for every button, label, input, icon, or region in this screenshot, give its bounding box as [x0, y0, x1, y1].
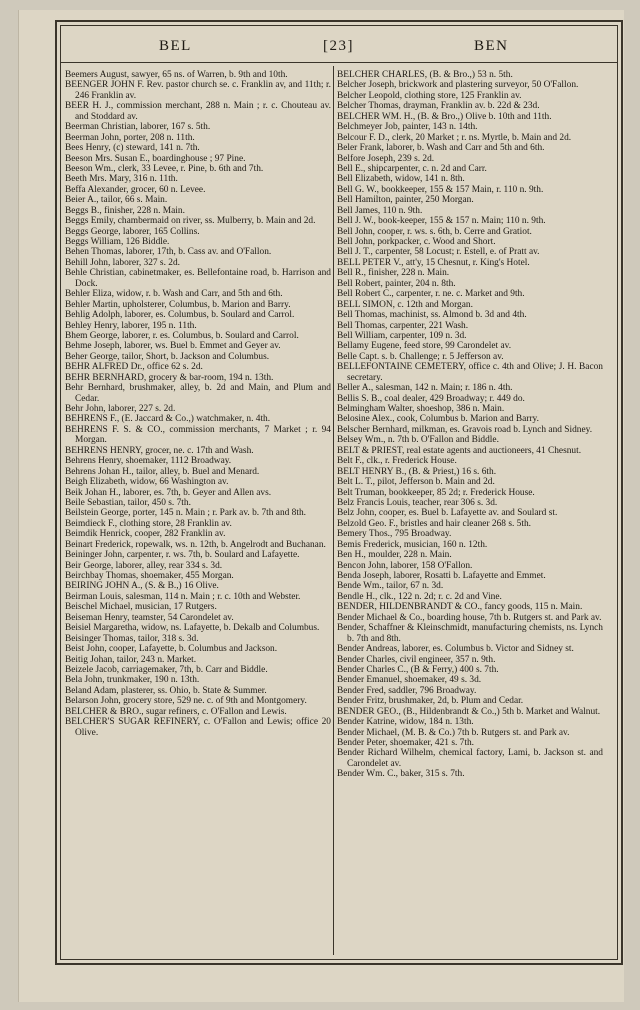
directory-entry: Beimdieck F., clothing store, 28 Franklin av. [65, 518, 232, 529]
directory-entry: Bendle H., clk., 122 n. 2d; r. c. 2d and Vine. [337, 591, 502, 602]
directory-entry: Bell James, 110 n. 9th. [337, 205, 423, 216]
directory-entry: Bell J. W., book-keeper, 155 & 157 n. Main; 110 n. 9th. [337, 216, 546, 227]
directory-entry: Beik Johan H., laborer, es. 7th, b. Geyer and Allen avs. [65, 487, 272, 498]
directory-entry: Beland Adam, plasterer, ss. Ohio, b. State & Summer. [65, 685, 267, 696]
directory-entry: BEIRING JOHN A., (S. & B.,) 16 Olive. [65, 581, 219, 592]
directory-entry: Behrens Johan H., tailor, alley, b. Buel and Menard. [65, 466, 260, 477]
directory-entry: Beimdik Henrick, cooper, 282 Franklin av. [65, 529, 226, 540]
directory-entry: Bellis S. B., coal dealer, 429 Broadway; r. 449 do. [337, 393, 525, 404]
directory-entry: BEENGER JOHN F. Rev. pastor church se. c. Franklin av, and 11th; r. 246 Franklin av. [65, 80, 331, 101]
directory-entry: Bemery Thos., 795 Broadway. [337, 529, 452, 540]
directory-entry: BEHR ALFRED Dr., office 62 s. 2d. [65, 362, 203, 373]
directory-entry: Bell R., finisher, 228 n. Main. [337, 268, 450, 279]
directory-entry: BEER H. J., commission merchant, 288 n. Main ; r. c. Chouteau av. and Stoddard av. [65, 101, 331, 122]
directory-entry: Belosine Alex., cook, Columbus b. Marion and Barry. [337, 414, 539, 425]
directory-entry: Beisinger Thomas, tailor, 318 s. 3d. [65, 633, 199, 644]
directory-entry: BEHRENS HENRY, grocer, ne. c. 17th and Wash. [65, 445, 254, 456]
directory-entry: Belt Truman, bookkeeper, 85 2d; r. Frederick House. [337, 487, 535, 498]
directory-entry: Behen Thomas, laborer, 17th, b. Cass av. and O'Fallon. [65, 247, 272, 258]
directory-entry: Bell Thomas, carpenter, 221 Wash. [337, 320, 469, 331]
directory-entry: BELLEFONTAINE CEMETERY, office c. 4th and Olive; J. H. Bacon secretary. [337, 362, 603, 383]
directory-entry: Beist John, cooper, Lafayette, b. Columbus and Jackson. [65, 644, 278, 655]
right-column [337, 70, 603, 780]
directory-entry: Bell J. T., carpenter, 58 Locust; r. Estell, e. of Pratt av. [337, 247, 540, 258]
directory-entry: Bender Katrine, widow, 184 n. 13th. [337, 717, 474, 728]
page-frame-inner [60, 25, 618, 960]
directory-entry: Bell Robert, painter, 204 n. 8th. [337, 278, 456, 289]
left-column [65, 70, 331, 738]
directory-entry: Belchmeyer Job, painter, 143 n. 14th. [337, 122, 478, 133]
directory-entry: Beiseman Henry, teamster, 54 Carondelet av. [65, 612, 234, 623]
directory-entry: BENDER GEO., (B., Hildenbrandt & Co.,) 5th b. Market and Walnut. [337, 706, 601, 717]
directory-entry: Beller A., salesman, 142 n. Main; r. 186 n. 4th. [337, 383, 513, 394]
directory-entry: Belcher Thomas, drayman, Franklin av. b. 22d & 23d. [337, 101, 540, 112]
directory-entry: Bell John, cooper, r. ws. s. 6th, b. Cerre and Gratiot. [337, 226, 532, 237]
header-right-guide-word: BEN [474, 38, 509, 54]
directory-entry: Beirman Louis, salesman, 114 n. Main ; r. c. 10th and Webster. [65, 591, 301, 602]
directory-entry: BELT HENRY B., (B. & Priest,) 16 s. 6th. [337, 466, 497, 477]
column-divider [333, 66, 334, 955]
directory-entry: Beerman Christian, laborer, 167 s. 5th. [65, 122, 211, 133]
directory-entry: Behle Christian, cabinetmaker, es. Bellefontaine road, b. Harrison and Dock. [65, 268, 331, 289]
directory-entry: Belzold Geo. F., bristles and hair cleaner 268 s. 5th. [337, 518, 531, 529]
directory-entry: Bell William, carpenter, 109 n. 3d. [337, 330, 467, 341]
directory-entry: Bell Thomas, machinist, ss. Almond b. 3d and 4th. [337, 310, 527, 321]
directory-entry: Bender Fred, saddler, 796 Broadway. [337, 685, 477, 696]
directory-entry: Beisiel Margaretha, widow, ns. Lafayette, b. Dekalb and Columbus. [65, 623, 320, 634]
directory-entry: BELL SIMON, c. 12th and Morgan. [337, 299, 473, 310]
directory-entry: BELCHER WM. H., (B. & Bro.,) Olive b. 10th and 11th. [337, 111, 552, 122]
page-number: [23] [323, 38, 354, 54]
directory-entry: Beir George, laborer, alley, rear 334 s. 3d. [65, 560, 223, 571]
directory-entry: BELT & PRIEST, real estate agents and auctioneers, 41 Chesnut. [337, 445, 582, 456]
directory-entry: Belfore Joseph, 239 s. 2d. [337, 153, 435, 164]
page-header [61, 26, 617, 63]
directory-entry: BELL PETER V., att'y, 15 Chesnut, r. King's Hotel. [337, 257, 530, 268]
directory-entry: Beier A., tailor, 66 s. Main. [65, 195, 168, 206]
directory-entry: Beerman John, porter, 208 n. 11th. [65, 132, 195, 143]
directory-entry: Behme Joseph, laborer, ws. Buel b. Emmet and Geyer av. [65, 341, 281, 352]
directory-entry: Ben H., moulder, 228 n. Main. [337, 550, 452, 561]
directory-entry: Bender Emanuel, shoemaker, 49 s. 3d. [337, 675, 482, 686]
directory-entry: Bell Elizabeth, widow, 141 n. 8th. [337, 174, 465, 185]
directory-entry: Bell G. W., bookkeeper, 155 & 157 Main, r. 110 n. 9th. [337, 184, 544, 195]
directory-entry: Beler Frank, laborer, b. Wash and Carr and 5th and 6th. [337, 143, 545, 154]
directory-entry: Bellamy Eugene, feed store, 99 Carondelet av. [337, 341, 512, 352]
directory-entry: BEHR BERNHARD, grocery & bar-room, 194 n. 13th. [65, 372, 274, 383]
directory-entry: Bender Fritz, brushmaker, 2d, b. Plum and Cedar. [337, 696, 524, 707]
header-left-guide-word: BEL [159, 38, 192, 54]
directory-entry: Bell E., shipcarpenter, c. n. 2d and Carr. [337, 163, 487, 174]
directory-entry: Belcher Joseph, brickwork and plastering surveyor, 50 O'Fallon. [337, 80, 579, 91]
directory-entry: BENDER, HILDENBRANDT & CO., fancy goods, 115 n. Main. [337, 602, 583, 613]
directory-entry: Bemis Frederick, musician, 160 n. 12th. [337, 539, 488, 550]
directory-entry: BELCHER & BRO., sugar refiners, c. O'Fallon and Lewis. [65, 706, 287, 717]
directory-entry: Bende Wm., tailor, 67 n. 3d. [337, 581, 444, 592]
directory-entry: Bell John, porkpacker, c. Wood and Short. [337, 237, 496, 247]
directory-entry: Bhem George, laborer, r. es. Columbus, b. Soulard and Carrol. [65, 330, 299, 341]
directory-entry: Beher George, tailor, Short, b. Jackson and Columbus. [65, 351, 270, 362]
directory-entry: Behler Martin, upholsterer, Columbus, b. Marion and Barry. [65, 299, 291, 310]
directory-entry: Bender Peter, shoemaker, 421 s. 7th. [337, 738, 474, 748]
directory-entry: Beilstein George, porter, 145 n. Main ; r. Park av. b. 7th and 8th. [65, 508, 306, 519]
directory-entry: Bender Wm. C., baker, 315 s. 7th. [337, 769, 465, 780]
directory-entry: Bell Hamilton, painter, 250 Morgan. [337, 195, 474, 206]
directory-entry: Beeson Wm., clerk, 33 Levee, r. Pine, b. 6th and 7th. [65, 163, 264, 174]
directory-entry: Belt L. T., pilot, Jefferson b. Main and 2d. [337, 477, 495, 488]
page [18, 10, 624, 1002]
directory-entry: Beffa Alexander, grocer, 60 n. Levee. [65, 184, 206, 195]
directory-entry: Behill John, laborer, 327 s. 2d. [65, 257, 180, 268]
directory-entry: Beile Sebastian, tailor, 450 s. 7th. [65, 497, 191, 508]
directory-entry: Bender Andreas, laborer, es. Columbus b. Victor and Sidney st. [337, 644, 574, 655]
directory-entry: Belz Francis Louis, teacher, rear 306 s. 3d. [337, 497, 498, 508]
directory-entry: Beinart Frederick, ropewalk, ws. n. 12th, b. Angelrodt and Buchanan. [65, 539, 326, 550]
directory-entry: BEHRENS F. S. & CO., commission merchants, 7 Market ; r. 94 Morgan. [65, 424, 331, 446]
directory-entry: Beemers August, sawyer, 65 ns. of Warren, b. 9th and 10th. [65, 70, 288, 80]
directory-entry: Behr John, laborer, 227 s. 2d. [65, 404, 176, 414]
directory-entry: Bender, Schaffner & Kleinschmidt, manufacturing chemists, ns. Lynch b. 7th and 8th. [337, 623, 603, 644]
directory-entry: Belarson John, grocery store, 529 ne. c. of 9th and Montgomery. [65, 696, 307, 707]
directory-entry: Bender Richard Wilhelm, chemical factory, Lami, b. Jackson st. and Carondelet av. [337, 748, 603, 769]
directory-entry: Bencon John, laborer, 158 O'Fallon. [337, 560, 473, 571]
directory-entry: Bender Charles, civil engineer, 357 n. 9th. [337, 654, 496, 665]
directory-entry: Belmingham Walter, shoeshop, 386 n. Main. [337, 404, 505, 414]
directory-entry: Beirchbay Thomas, shoemaker, 455 Morgan. [65, 571, 234, 581]
directory-entry: Beeson Mrs. Susan E., boardinghouse ; 97 Pine. [65, 153, 246, 164]
directory-entry: Beeth Mrs. Mary, 316 n. 11th. [65, 174, 178, 185]
directory-entry: BEHRENS F., (E. Jaccard & Co.,) watchmaker, n. 4th. [65, 414, 271, 425]
directory-entry: BELCHER'S SUGAR REFINERY, c. O'Fallon and Lewis; office 20 Olive. [65, 717, 331, 738]
directory-entry: Beggs B., finisher, 228 n. Main. [65, 205, 185, 216]
directory-entry: Belscher Bernhard, milkman, es. Gravois road b. Lynch and Sidney. [337, 424, 593, 435]
directory-entry: Belcour F. D., clerk, 20 Market ; r. ns. Myrtle, b. Main and 2d. [337, 132, 572, 143]
directory-entry: Bell Robert C., carpenter, r. ne. c. Market and 9th. [337, 289, 525, 300]
directory-entry: Beggs William, 126 Biddle. [65, 237, 170, 247]
directory-entry: Behr Bernhard, brushmaker, alley, b. 2d and Main, and Plum and Cedar. [65, 383, 331, 404]
directory-entry: Beitig Johan, tailor, 243 n. Market. [65, 654, 197, 665]
directory-entry: Bender Michael, (M. B. & Co.) 7th b. Rutgers st. and Park av. [337, 727, 570, 738]
directory-entry: Beininger John, carpenter, r. ws. 7th, b. Soulard and Lafayette. [65, 550, 300, 561]
directory-entry: BELCHER CHARLES, (B. & Bro.,) 53 n. 5th. [337, 70, 513, 80]
directory-entry: Belt F., clk., r. Frederick House. [337, 456, 457, 467]
directory-entry: Bela John, trunkmaker, 190 n. 13th. [65, 675, 200, 686]
directory-entry: Bender Michael & Co., boarding house, 7th b. Rutgers st. and Park av. [337, 612, 602, 623]
directory-entry: Behlig Adolph, laborer, es. Columbus, b. Soulard and Carrol. [65, 310, 295, 321]
directory-entry: Belcher Leopold, clothing store, 125 Franklin av. [337, 90, 522, 101]
directory-entry: Beischel Michael, musician, 17 Rutgers. [65, 602, 217, 613]
directory-entry: Benda Joseph, laborer, Rosatti b. Lafayette and Emmet. [337, 571, 546, 581]
directory-entry: Beigh Elizabeth, widow, 66 Washington av. [65, 477, 229, 488]
directory-entry: Belz John, cooper, es. Buel b. Lafayette av. and Soulard st. [337, 508, 558, 519]
directory-entry: Beggs Emily, chambermaid on river, ss. Mulberry, b. Main and 2d. [65, 216, 316, 227]
directory-entry: Beizele Jacob, carriagemaker, 7th, b. Carr and Biddle. [65, 664, 268, 675]
directory-entry: Bender Charles C., (B & Ferry,) 400 s. 7th. [337, 664, 499, 675]
directory-entry: Beggs George, laborer, 165 Collins. [65, 226, 200, 237]
directory-entry: Belsey Wm., n. 7th b. O'Fallon and Biddle. [337, 435, 499, 446]
directory-entry: Belle Capt. s. b. Challenge; r. 5 Jefferson av. [337, 351, 504, 362]
directory-entry: Behrens Henry, shoemaker, 1112 Broadway. [65, 456, 232, 467]
directory-entry: Behley Henry, laborer, 195 n. 11th. [65, 320, 197, 331]
page-frame [55, 20, 623, 965]
directory-entry: Behler Eliza, widow, r. b. Wash and Carr, and 5th and 6th. [65, 289, 283, 300]
directory-entry: Bees Henry, (c) steward, 141 n. 7th. [65, 143, 200, 154]
